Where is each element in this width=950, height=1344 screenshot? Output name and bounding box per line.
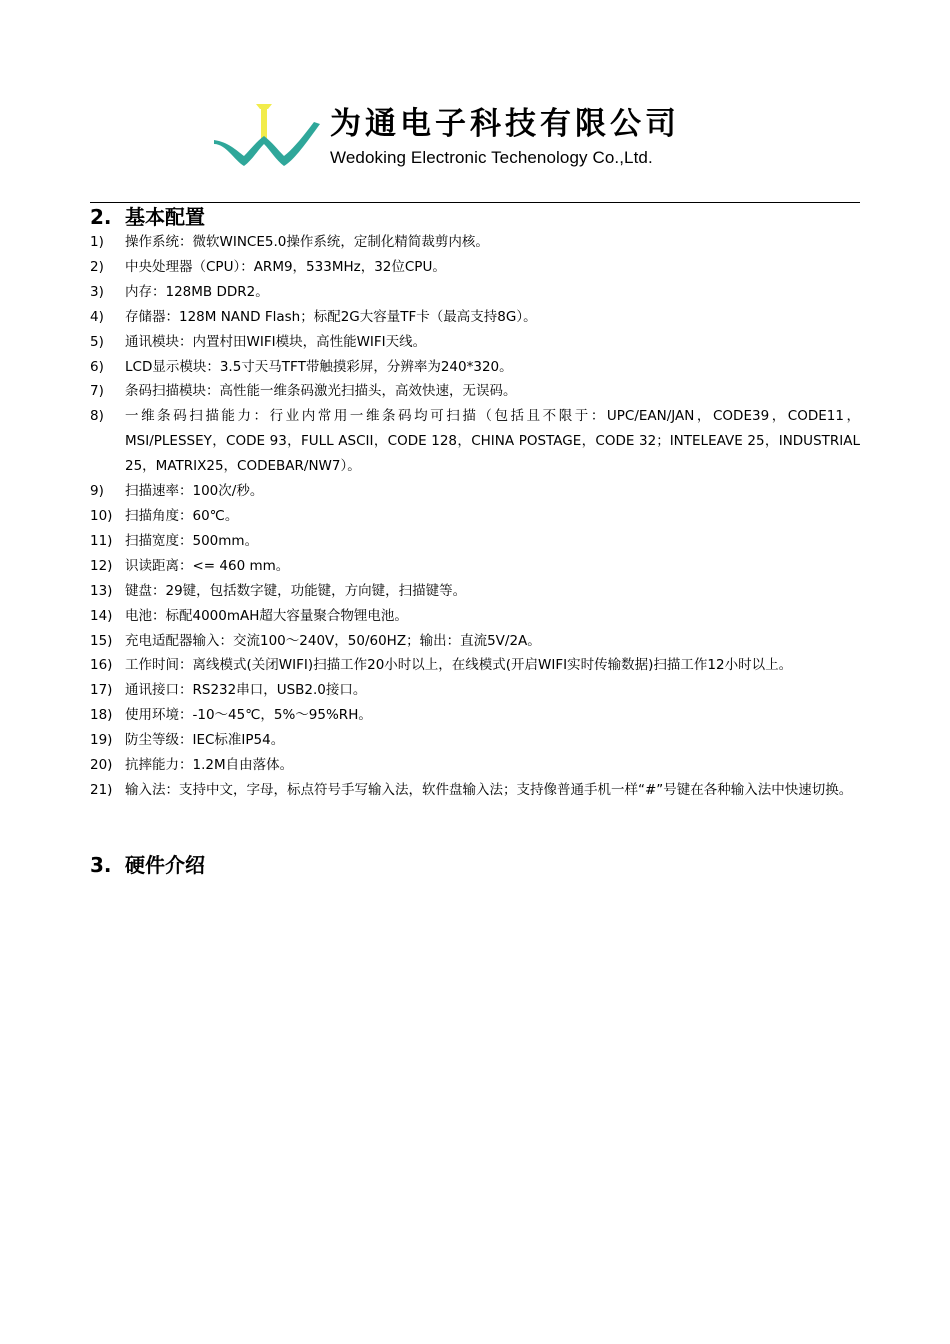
item-text: 电池：标配4000mAH超大容量聚合物锂电池。 bbox=[125, 607, 408, 624]
item-text: 存储器：128M NAND Flash；标配2G大容量TF卡（最高支持8G）。 bbox=[125, 308, 537, 325]
item-number: 10) bbox=[90, 507, 113, 524]
list-item bbox=[90, 579, 860, 604]
item-number: 16) bbox=[90, 657, 113, 674]
list-item bbox=[90, 554, 860, 579]
list-item bbox=[90, 379, 860, 404]
list-item bbox=[90, 604, 860, 629]
item-text: 输入法：支持中文，字母，标点符号手写输入法，软件盘输入法；支持像普通手机一样“#”号键在各种输入法中快速切换。 bbox=[125, 781, 853, 798]
list-item bbox=[90, 753, 860, 778]
section-heading-basic-config bbox=[90, 203, 860, 231]
section-title: 硬件介绍 bbox=[125, 853, 205, 877]
list-item bbox=[90, 728, 860, 753]
section-title: 基本配置 bbox=[125, 205, 205, 229]
item-number: 3) bbox=[90, 283, 104, 300]
list-item bbox=[90, 653, 860, 678]
section-number: 3. bbox=[90, 853, 112, 877]
item-text: 扫描速率：100次/秒。 bbox=[125, 483, 264, 500]
item-text: 通讯接口：RS232串口，USB2.0接口。 bbox=[125, 682, 367, 699]
item-text: 充电适配器输入：交流100～240V，50/60HZ；输出：直流5V/2A。 bbox=[125, 632, 541, 649]
item-text: 工作时间：离线模式(关闭WIFI)扫描工作20小时以上，在线模式(开启WIFI实时传输数据)扫描工作12小时以上。 bbox=[125, 657, 793, 674]
item-text: LCD显示模块：3.5寸天马TFT带触摸彩屏，分辨率为240*320。 bbox=[125, 358, 513, 375]
item-number: 14) bbox=[90, 607, 113, 624]
item-number: 13) bbox=[90, 582, 113, 599]
item-text: 操作系统：微软WINCE5.0操作系统，定制化精简裁剪内核。 bbox=[125, 234, 489, 250]
item-number: 18) bbox=[90, 707, 113, 724]
list-item bbox=[90, 678, 860, 703]
list-item bbox=[90, 255, 860, 280]
item-number: 19) bbox=[90, 732, 113, 749]
item-number: 12) bbox=[90, 557, 113, 574]
list-item bbox=[90, 230, 860, 255]
item-text: 扫描宽度：500mm。 bbox=[125, 532, 259, 549]
item-text: 扫描角度：60℃。 bbox=[125, 507, 239, 524]
section-number: 2. bbox=[90, 205, 112, 229]
item-number: 4) bbox=[90, 308, 104, 325]
item-text: 使用环境：-10～45℃，5%～95%RH。 bbox=[125, 707, 372, 724]
item-text: 条码扫描模块：高性能一维条码激光扫描头，高效快速，无误码。 bbox=[125, 383, 517, 400]
list-item bbox=[90, 703, 860, 728]
company-name-english: Wedoking Electronic Techenology Co.,Ltd. bbox=[330, 148, 653, 167]
list-item bbox=[90, 305, 860, 330]
company-logo-icon bbox=[212, 104, 322, 172]
item-text: 防尘等级：IEC标准IP54。 bbox=[125, 732, 285, 749]
list-item bbox=[90, 479, 860, 504]
item-number: 6) bbox=[90, 358, 104, 375]
list-item bbox=[90, 355, 860, 380]
item-number: 21) bbox=[90, 781, 113, 798]
list-item bbox=[90, 404, 860, 479]
item-text: 中央处理器（CPU）：ARM9，533MHz，32位CPU。 bbox=[125, 258, 446, 275]
item-text: 一维条码扫描能力：行业内常用一维条码均可扫描（包括且不限于：UPC/EAN/JAN，CODE39，CODE11，MSI/PLESSEY，CODE 93，FULL ASCII，CODE 128，CHINA POSTAGE，CODE 32；INTELEAVE 25，INDUSTRIAL 25，MATRIX25，CODEBAR/NW7）。 bbox=[125, 408, 860, 475]
list-item bbox=[90, 529, 860, 554]
item-text: 抗摔能力：1.2M自由落体。 bbox=[125, 757, 294, 774]
item-number: 2) bbox=[90, 258, 104, 275]
item-number: 9) bbox=[90, 483, 104, 500]
list-item bbox=[90, 778, 860, 803]
item-number: 7) bbox=[90, 383, 104, 400]
company-header bbox=[212, 100, 702, 180]
item-text: 识读距离：<= 460 mm。 bbox=[125, 557, 290, 574]
item-text: 内存：128MB DDR2。 bbox=[125, 283, 269, 300]
item-number: 11) bbox=[90, 532, 113, 549]
item-number: 17) bbox=[90, 682, 113, 699]
item-text: 键盘：29键，包括数字键，功能键，方向键，扫描键等。 bbox=[125, 582, 467, 599]
item-text: 通讯模块：内置村田WIFI模块，高性能WIFI天线。 bbox=[125, 333, 427, 350]
section-heading-hardware bbox=[90, 851, 860, 879]
company-name-chinese: 为通电子科技有限公司 bbox=[330, 106, 680, 142]
spec-list bbox=[90, 230, 860, 803]
list-item bbox=[90, 629, 860, 654]
item-number: 1) bbox=[90, 234, 104, 250]
list-item bbox=[90, 280, 860, 305]
item-number: 20) bbox=[90, 757, 113, 774]
list-item bbox=[90, 330, 860, 355]
item-number: 5) bbox=[90, 333, 104, 350]
item-number: 8) bbox=[90, 408, 104, 425]
item-number: 15) bbox=[90, 632, 113, 649]
list-item bbox=[90, 504, 860, 529]
